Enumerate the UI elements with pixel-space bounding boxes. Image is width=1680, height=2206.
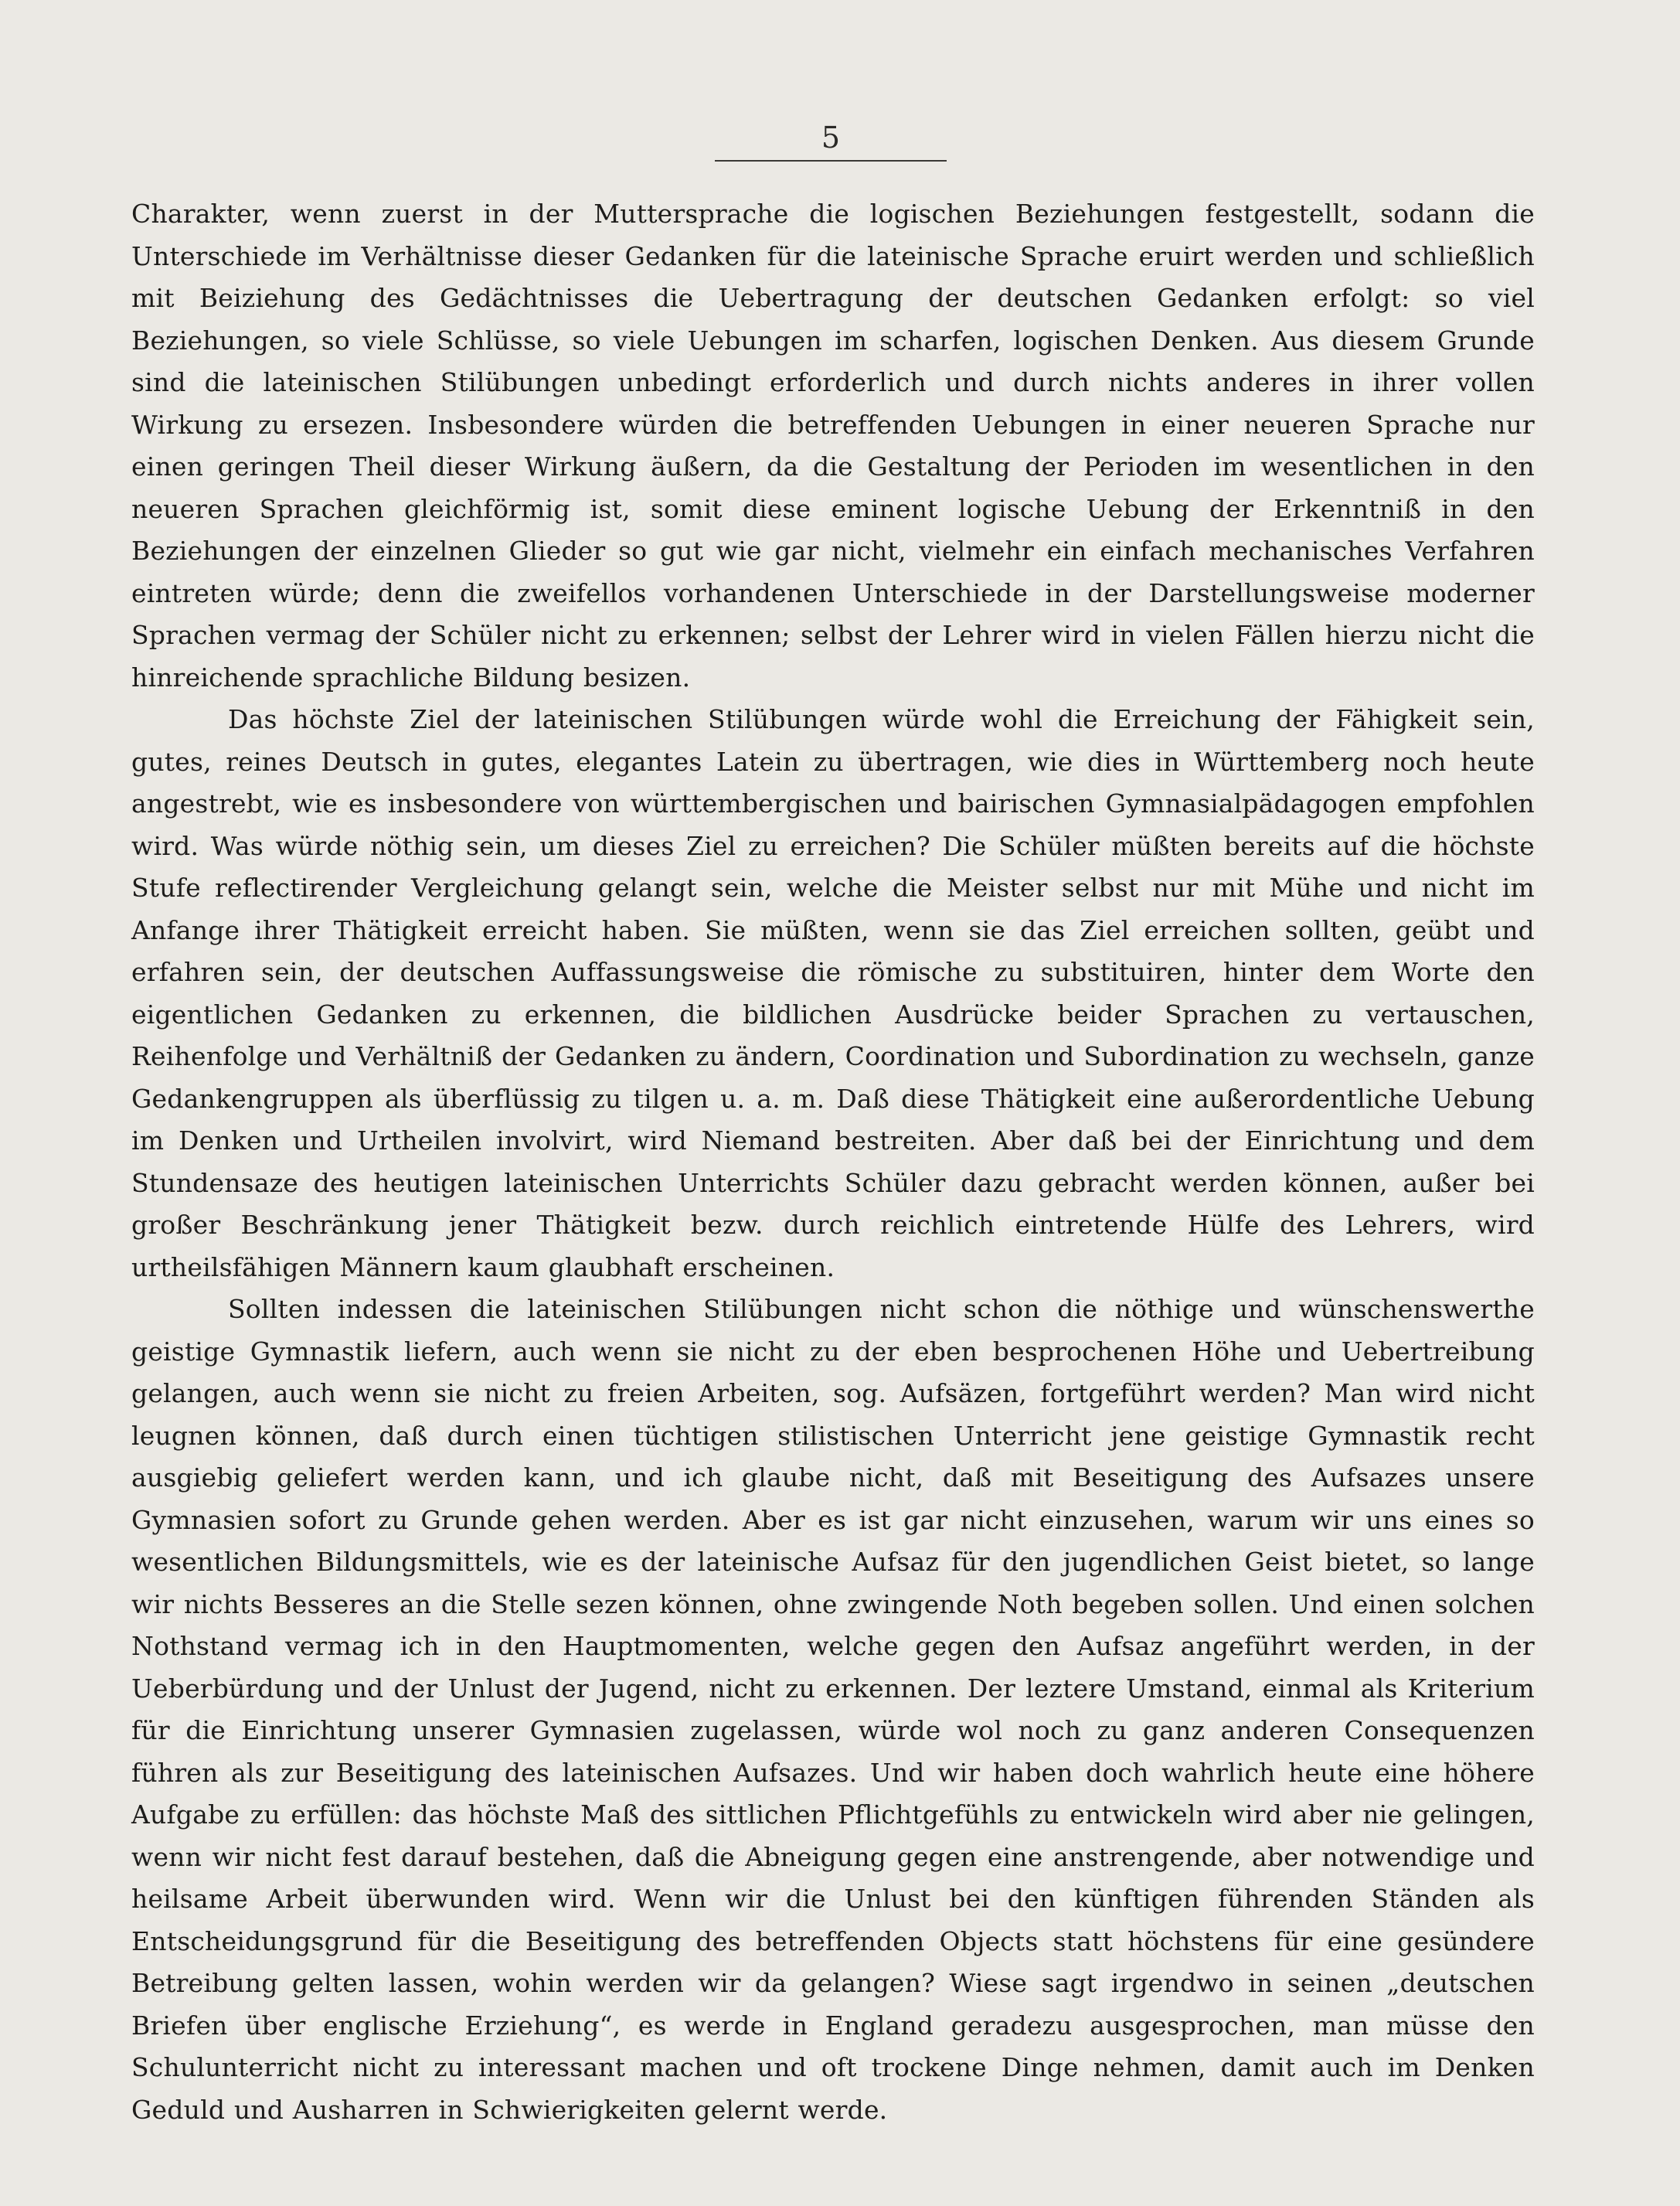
page-number: 5 — [821, 121, 841, 155]
paragraph-2: Das höchste Ziel der lateinischen Stilübungen würde wohl die Erreichung der Fähigkeit sein, gutes, reines Deutsch in gutes, elegantes Latein zu übertragen, wie dies in Württemberg noch heute angestrebt, wie es insbesondere von württembergischen und bairischen Gymnasialpädagogen empfohlen wird. Was würde nöthig sein, um dieses Ziel zu erreichen? Die Schüler müßten bereits auf die höchste Stufe reflectirender Vergleichung gelangt sein, welche die Meister selbst nur mit Mühe und nicht im Anfange ihrer Thätigkeit erreicht haben. Sie müßten, wenn sie das Ziel erreichen sollten, geübt und erfahren sein, der deutschen Auffassungsweise die römische zu substituiren, hinter dem Worte den eigentlichen Gedanken zu erkennen, die bildlichen Ausdrücke beider Sprachen zu vertauschen, Reihenfolge und Verhältniß der Gedanken zu ändern, Coordination und Subordination zu wechseln, ganze Gedankengruppen als überflüssig zu tilgen u. a. m. Daß diese Thätigkeit eine außerordentliche Uebung im Denken und Urtheilen involvirt, wird Niemand bestreiten. Aber daß bei der Einrichtung und dem Stundensaze des heutigen lateinischen Unterrichts Schüler dazu gebracht werden können, außer bei großer Beschränkung jener Thätigkeit bezw. durch reichlich eintretende Hülfe des Lehrers, wird urtheilsfähigen Männern kaum glaubhaft erscheinen. — [131, 704, 1535, 1282]
body-text — [131, 193, 1535, 2131]
paragraph-1: Charakter, wenn zuerst in der Muttersprache die logischen Beziehungen festgestellt, sodann die Unterschiede im Verhältnisse dieser Gedanken für die lateinische Sprache eruirt werden und schließlich mit Beiziehung des Gedächtnisses die Uebertragung der deutschen Gedanken erfolgt: so viel Beziehungen, so viele Schlüsse, so viele Uebungen im scharfen, logischen Denken. Aus diesem Grunde sind die lateinischen Stilübungen unbedingt erforderlich und durch nichts anderes in ihrer vollen Wirkung zu ersezen. Insbesondere würden die betreffenden Uebungen in einer neueren Sprache nur einen geringen Theil dieser Wirkung äußern, da die Gestaltung der Perioden im wesentlichen in den neueren Sprachen gleichförmig ist, somit diese eminent logische Uebung der Erkenntniß in den Beziehungen der einzelnen Glieder so gut wie gar nicht, vielmehr ein einfach mechanisches Verfahren eintreten würde; denn die zweifellos vorhandenen Unterschiede in der Darstellungsweise moderner Sprachen vermag der Schüler nicht zu erkennen; selbst der Lehrer wird in vielen Fällen hierzu nicht die hinreichende sprachliche Bildung besizen. — [131, 199, 1535, 693]
header-rule — [715, 160, 947, 162]
page-header — [715, 120, 947, 155]
paragraph-3: Sollten indessen die lateinischen Stilübungen nicht schon die nöthige und wünschenswerthe geistige Gymnastik liefern, auch wenn sie nicht zu der eben besprochenen Höhe und Uebertreibung gelangen, auch wenn sie nicht zu freien Arbeiten, sog. Aufsäzen, fortgeführt werden? Man wird nicht leugnen können, daß durch einen tüchtigen stilistischen Unterricht jene geistige Gymnastik recht ausgiebig geliefert werden kann, und ich glaube nicht, daß mit Beseitigung des Aufsazes unsere Gymnasien sofort zu Grunde gehen werden. Aber es ist gar nicht einzusehen, warum wir uns eines so wesentlichen Bildungsmittels, wie es der lateinische Aufsaz für den jugendlichen Geist bietet, so lange wir nichts Besseres an die Stelle sezen können, ohne zwingende Noth begeben sollen. Und einen solchen Nothstand vermag ich in den Hauptmomenten, welche gegen den Aufsaz angeführt werden, in der Ueberbürdung und der Unlust der Jugend, nicht zu erkennen. Der leztere Umstand, einmal als Kriterium für die Einrichtung unserer Gymnasien zugelassen, würde wol noch zu ganz anderen Consequenzen führen als zur Beseitigung des lateinischen Aufsazes. Und wir haben doch wahrlich heute eine höhere Aufgabe zu erfüllen: das höchste Maß des sittlichen Pflichtgefühls zu entwickeln wird aber nie gelingen, wenn wir nicht fest darauf bestehen, daß die Abneigung gegen eine anstrengende, aber notwendige und heilsame Arbeit überwunden wird. Wenn wir die Unlust bei den künftigen führenden Ständen als Entscheidungsgrund für die Beseitigung des betreffenden Objects statt höchstens für eine gesündere Betreibung gelten lassen, wohin werden wir da gelangen? Wiese sagt irgendwo in seinen „deutschen Briefen über englische Erziehung“, es werde in England geradezu ausgesprochen, man müsse den Schulunterricht nicht zu interessant machen und oft trockene Dinge nehmen, damit auch im Denken Geduld und Ausharren in Schwierigkeiten gelernt werde. — [131, 1294, 1535, 2125]
